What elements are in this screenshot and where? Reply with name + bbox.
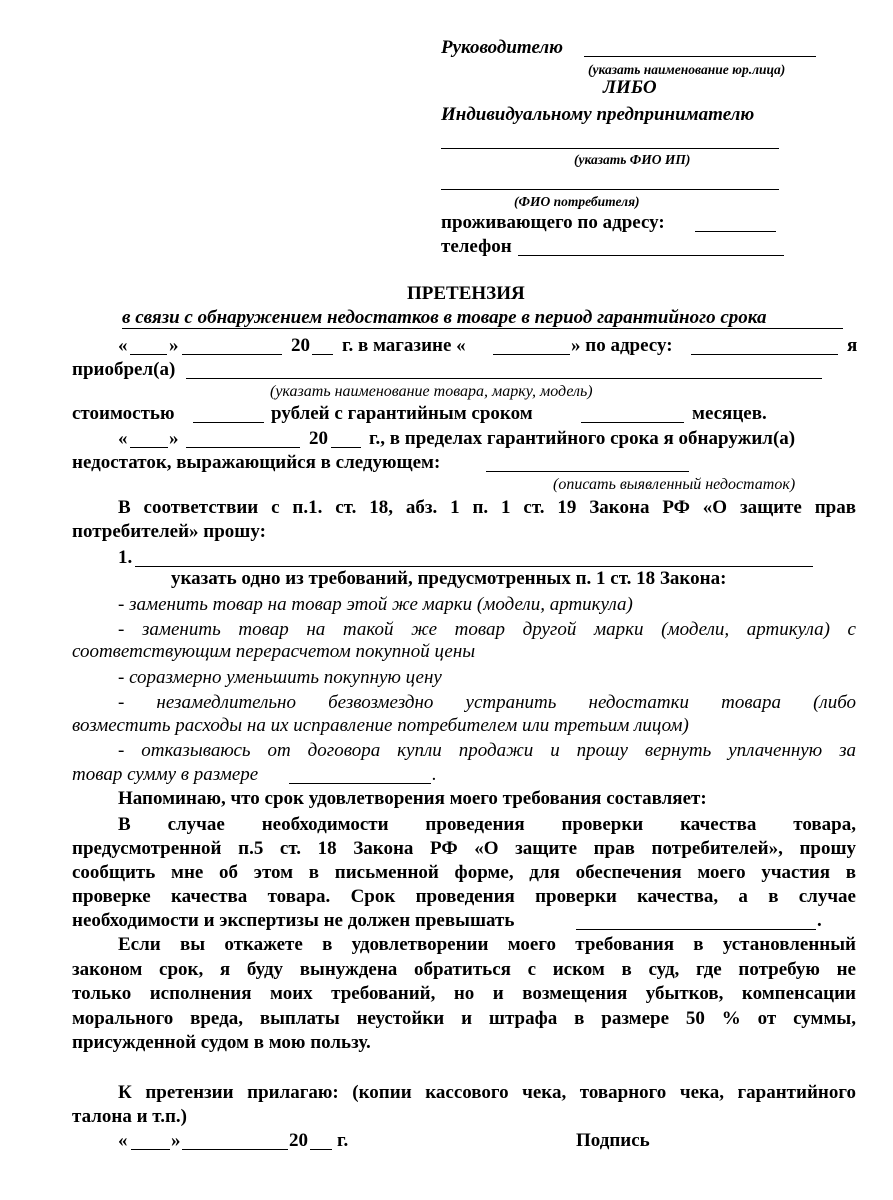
store-address-field[interactable] — [691, 354, 838, 355]
option-fix-defects: - незамедлительно безвозмездно устранить недостатки товара (либо — [118, 692, 856, 713]
footer-date-close-quote: » — [171, 1130, 181, 1151]
defect-label: недостаток, выражающийся в следующем: — [72, 452, 441, 473]
court-para-2: законом срок, я буду вынуждена обратиться с иском в суд, где потребую не — [72, 959, 856, 980]
option-replace-other: - заменить товар на такой же товар другой марки (модели, артикула) с — [118, 619, 856, 640]
footer-year-prefix: 20 — [289, 1130, 308, 1151]
court-para-1: Если вы откажете в удовлетворении моего требования в установленный — [118, 934, 856, 955]
months-label: месяцев. — [692, 403, 767, 424]
cost-field[interactable] — [193, 422, 264, 423]
store-name-field[interactable] — [493, 354, 570, 355]
request-intro: потребителей» прошу: — [72, 521, 266, 542]
phone-field[interactable] — [518, 255, 784, 256]
requirements-heading: указать одно из требований, предусмотренных п. 1 ст. 18 Закона: — [171, 568, 727, 589]
purchase-month-field[interactable] — [182, 354, 282, 355]
purchased-label: приобрел(а) — [72, 359, 176, 380]
phone-label: телефон — [441, 236, 512, 257]
doc-subtitle: в связи с обнаружением недостатков в товаре в период гарантийного срока — [122, 307, 767, 328]
doc-title: ПРЕТЕНЗИЯ — [407, 283, 525, 304]
signature-label: Подпись — [576, 1130, 650, 1151]
consumer-name-field[interactable] — [441, 189, 779, 190]
cost-label: стоимостью — [72, 403, 175, 424]
legal-entity-hint: (указать наименование юр.лица) — [588, 62, 786, 77]
defect-date-close-quote: » — [169, 428, 179, 449]
option-refund-cont: товар сумму в размере — [72, 764, 259, 785]
inspection-para-4: проверке качества товара. Срок проведения проверки качества, а в случае — [72, 886, 856, 907]
warranty-label: рублей с гарантийным сроком — [271, 403, 533, 424]
footer-year-field[interactable] — [310, 1149, 332, 1150]
request-number: 1. — [118, 547, 133, 568]
defect-year-field[interactable] — [331, 447, 361, 448]
option-fix-defects-cont: возместить расходы на их исправление потребителем или третьим лицом) — [72, 715, 689, 736]
court-para-4: морального вреда, выплаты неустойки и штрафа в размере 50 % от суммы, — [72, 1008, 856, 1029]
or-label: ЛИБО — [603, 77, 657, 98]
request-field[interactable] — [135, 566, 813, 567]
inspection-para-3: сообщить мне об этом в письменной форме, для обеспечения моего участия в — [72, 862, 856, 883]
footer-month-field[interactable] — [182, 1149, 288, 1150]
warranty-months-field[interactable] — [581, 422, 684, 423]
address-field[interactable] — [695, 231, 776, 232]
court-para-3: только исполнения моих требований, но и возмещения убытков, компенсации — [72, 983, 856, 1004]
subtitle-underline — [122, 328, 843, 329]
consumer-name-hint: (ФИО потребителя) — [514, 194, 640, 209]
store-label: г. в магазине « — [342, 335, 466, 356]
option-refund: - отказываюсь от договора купли продажи и прошу вернуть уплаченную за — [118, 740, 856, 761]
defect-month-field[interactable] — [186, 447, 300, 448]
attachments-line-1: К претензии прилагаю: (копии кассового чека, товарного чека, гарантийного — [118, 1082, 856, 1103]
option-reduce-price: - соразмерно уменьшить покупную цену — [118, 667, 442, 688]
ip-name-field[interactable] — [441, 148, 779, 149]
defect-year-prefix: 20 — [309, 428, 328, 449]
pronoun-i: я — [847, 335, 858, 356]
defect-hint: (описать выявленный недостаток) — [553, 476, 796, 493]
legal-entity-field[interactable] — [584, 56, 816, 57]
to-ip-label: Индивидуальному предпринимателю — [441, 104, 755, 125]
purchase-day-field[interactable] — [130, 354, 167, 355]
inspection-para-1: В случае необходимости проведения проверки качества товара, — [118, 814, 856, 835]
inspection-para-5: необходимости и экспертизы не должен превышать — [72, 910, 515, 931]
defect-found-text: г., в пределах гарантийного срока я обнаружил(а) — [369, 428, 796, 449]
deadline-reminder: Напоминаю, что срок удовлетворения моего требования составляет: — [118, 788, 707, 809]
defect-day-field[interactable] — [130, 447, 168, 448]
date-open-quote: « — [118, 335, 128, 356]
option-replace-same: - заменить товар на товар этой же марки (модели, артикула) — [118, 594, 633, 615]
court-para-5: присужденной судом в мою пользу. — [72, 1032, 371, 1053]
inspection-term-field[interactable] — [576, 929, 816, 930]
store-address-label: » по адресу: — [571, 335, 673, 356]
year-prefix: 20 — [291, 335, 310, 356]
footer-date-open-quote: « — [118, 1130, 128, 1151]
defect-field[interactable] — [486, 471, 689, 472]
ip-name-hint: (указать ФИО ИП) — [574, 152, 691, 167]
date-close-quote: » — [169, 335, 179, 356]
refund-period: . — [432, 764, 437, 785]
purchase-year-field[interactable] — [312, 354, 333, 355]
option-replace-other-cont: соответствующим перерасчетом покупной цены — [72, 641, 476, 662]
inspection-period: . — [817, 910, 822, 931]
goods-hint: (указать наименование товара, марку, модель) — [270, 383, 593, 400]
footer-year-suffix: г. — [337, 1130, 349, 1151]
goods-field[interactable] — [186, 378, 822, 379]
inspection-para-2: предусмотренной п.5 ст. 18 Закона РФ «О защите прав потребителей», прошу — [72, 838, 856, 859]
address-label: проживающего по адресу: — [441, 212, 665, 233]
footer-day-field[interactable] — [131, 1149, 170, 1150]
defect-date-open-quote: « — [118, 428, 128, 449]
law-reference-line: В соответствии с п.1. ст. 18, абз. 1 п. 1 ст. 19 Закона РФ «О защите прав — [118, 497, 856, 518]
to-head-label: Руководителю — [441, 37, 564, 58]
refund-amount-field[interactable] — [289, 783, 431, 784]
attachments-line-2: талона и т.п.) — [72, 1106, 187, 1127]
